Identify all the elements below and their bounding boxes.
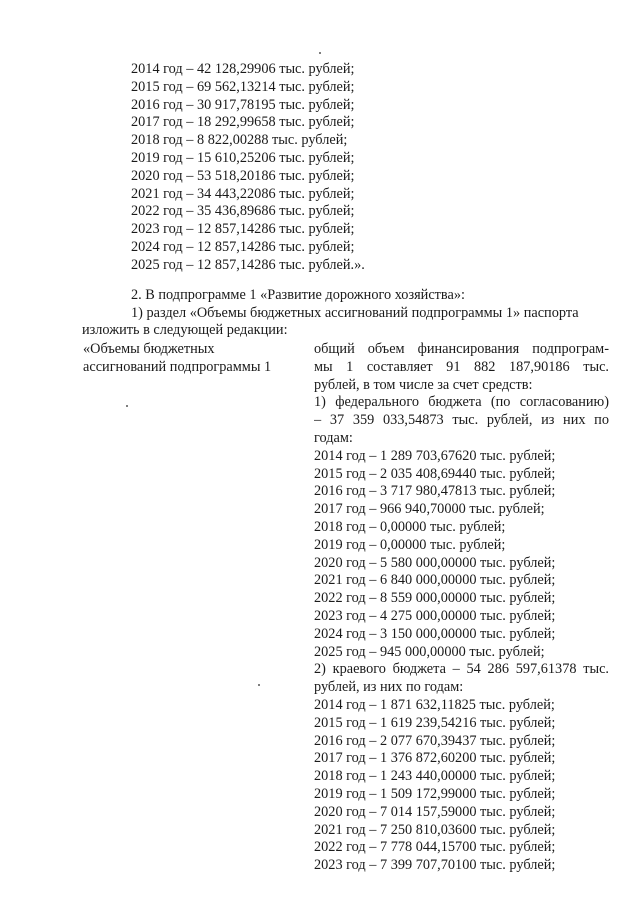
scan-speck <box>258 684 260 686</box>
intro-line: рублей, в том числе за счет средств: <box>314 376 533 393</box>
table-right-cell <box>314 341 609 875</box>
year-line: 2024 год – 12 857,14286 тыс. рублей; <box>131 238 355 255</box>
federal-year-line: 2025 год – 945 000,00000 тыс. рублей; <box>314 643 545 660</box>
regional-year-line: 2021 год – 7 250 810,03600 тыс. рублей; <box>314 821 556 838</box>
intro-line: общий объем финансирования подпрограм- <box>314 341 609 357</box>
regional-year-line: 2014 год – 1 871 632,11825 тыс. рублей; <box>314 696 555 713</box>
intro-line: мы 1 составляет 91 882 187,90186 тыс. <box>314 358 609 375</box>
funding-by-year-list <box>131 61 365 275</box>
scan-speck <box>319 52 321 54</box>
federal-year-line: 2014 год – 1 289 703,67620 тыс. рублей; <box>314 447 556 464</box>
section-2-heading: 2. В подпрограмме 1 «Развитие дорожного хозяйства»: <box>131 287 465 303</box>
federal-year-line: 2020 год – 5 580 000,00000 тыс. рублей; <box>314 554 556 571</box>
regional-year-line: 2020 год – 7 014 157,59000 тыс. рублей; <box>314 803 556 820</box>
year-line: 2015 год – 69 562,13214 тыс. рублей; <box>131 78 355 95</box>
federal-budget-heading: – 37 359 033,54873 тыс. рублей, из них по <box>314 412 609 429</box>
regional-budget-heading: рублей, из них по годам: <box>314 679 464 696</box>
federal-budget-heading: 1) федерального бюджета (по согласованию) <box>314 394 609 411</box>
year-line: 2021 год – 34 443,22086 тыс. рублей; <box>131 185 355 202</box>
regional-year-line: 2022 год – 7 778 044,15700 тыс. рублей; <box>314 839 556 856</box>
federal-year-line: 2023 год – 4 275 000,00000 тыс. рублей; <box>314 607 556 624</box>
federal-year-line: 2017 год – 966 940,70000 тыс. рублей; <box>314 501 545 518</box>
federal-year-line: 2015 год – 2 035 408,69440 тыс. рублей; <box>314 465 556 482</box>
year-line: 2017 год – 18 292,99658 тыс. рублей; <box>131 114 355 131</box>
scan-speck <box>126 405 128 407</box>
regional-year-line: 2017 год – 1 376 872,60200 тыс. рублей; <box>314 750 556 767</box>
year-line: 2014 год – 42 128,29906 тыс. рублей; <box>131 61 355 77</box>
federal-year-line: 2019 год – 0,00000 тыс. рублей; <box>314 536 506 553</box>
regional-budget-heading: 2) краевого бюджета – 54 286 597,61378 тыс. <box>314 661 609 678</box>
year-line: 2023 год – 12 857,14286 тыс. рублей; <box>131 221 355 238</box>
regional-year-line: 2015 год – 1 619 239,54216 тыс. рублей; <box>314 714 556 731</box>
item-1-text: 1) раздел «Объемы бюджетных ассигнований подпрограммы 1» паспорта <box>131 305 579 321</box>
federal-year-line: 2021 год – 6 840 000,00000 тыс. рублей; <box>314 572 556 589</box>
left-cell-line: «Объемы бюджетных <box>83 341 215 357</box>
left-cell-line: ассигнований подпрограммы 1 <box>83 358 272 375</box>
regional-year-line: 2023 год – 7 399 707,70100 тыс. рублей; <box>314 857 556 874</box>
year-line: 2018 год – 8 822,00288 тыс. рублей; <box>131 132 348 149</box>
federal-budget-heading: годам: <box>314 429 353 446</box>
regional-year-line: 2016 год – 2 077 670,39437 тыс. рублей; <box>314 732 556 749</box>
federal-year-line: 2024 год – 3 150 000,00000 тыс. рублей; <box>314 625 556 642</box>
year-line: 2022 год – 35 436,89686 тыс. рублей; <box>131 203 355 220</box>
federal-year-line: 2022 год – 8 559 000,00000 тыс. рублей; <box>314 590 556 607</box>
regional-year-line: 2018 год – 1 243 440,00000 тыс. рублей; <box>314 768 556 785</box>
federal-years-list <box>314 448 609 662</box>
year-line: 2020 год – 53 518,20186 тыс. рублей; <box>131 167 355 184</box>
year-line: 2019 год – 15 610,25206 тыс. рублей; <box>131 149 355 166</box>
year-line: 2025 год – 12 857,14286 тыс. рублей.». <box>131 256 365 273</box>
year-line: 2016 год – 30 917,78195 тыс. рублей; <box>131 96 355 113</box>
federal-year-line: 2018 год – 0,00000 тыс. рублей; <box>314 518 506 535</box>
regional-year-line: 2019 год – 1 509 172,99000 тыс. рублей; <box>314 785 556 802</box>
federal-year-line: 2016 год – 3 717 980,47813 тыс. рублей; <box>314 483 556 500</box>
item-1-text-continued: изложить в следующей редакции: <box>82 322 288 338</box>
regional-years-list <box>314 697 609 875</box>
table-left-cell <box>83 341 303 377</box>
